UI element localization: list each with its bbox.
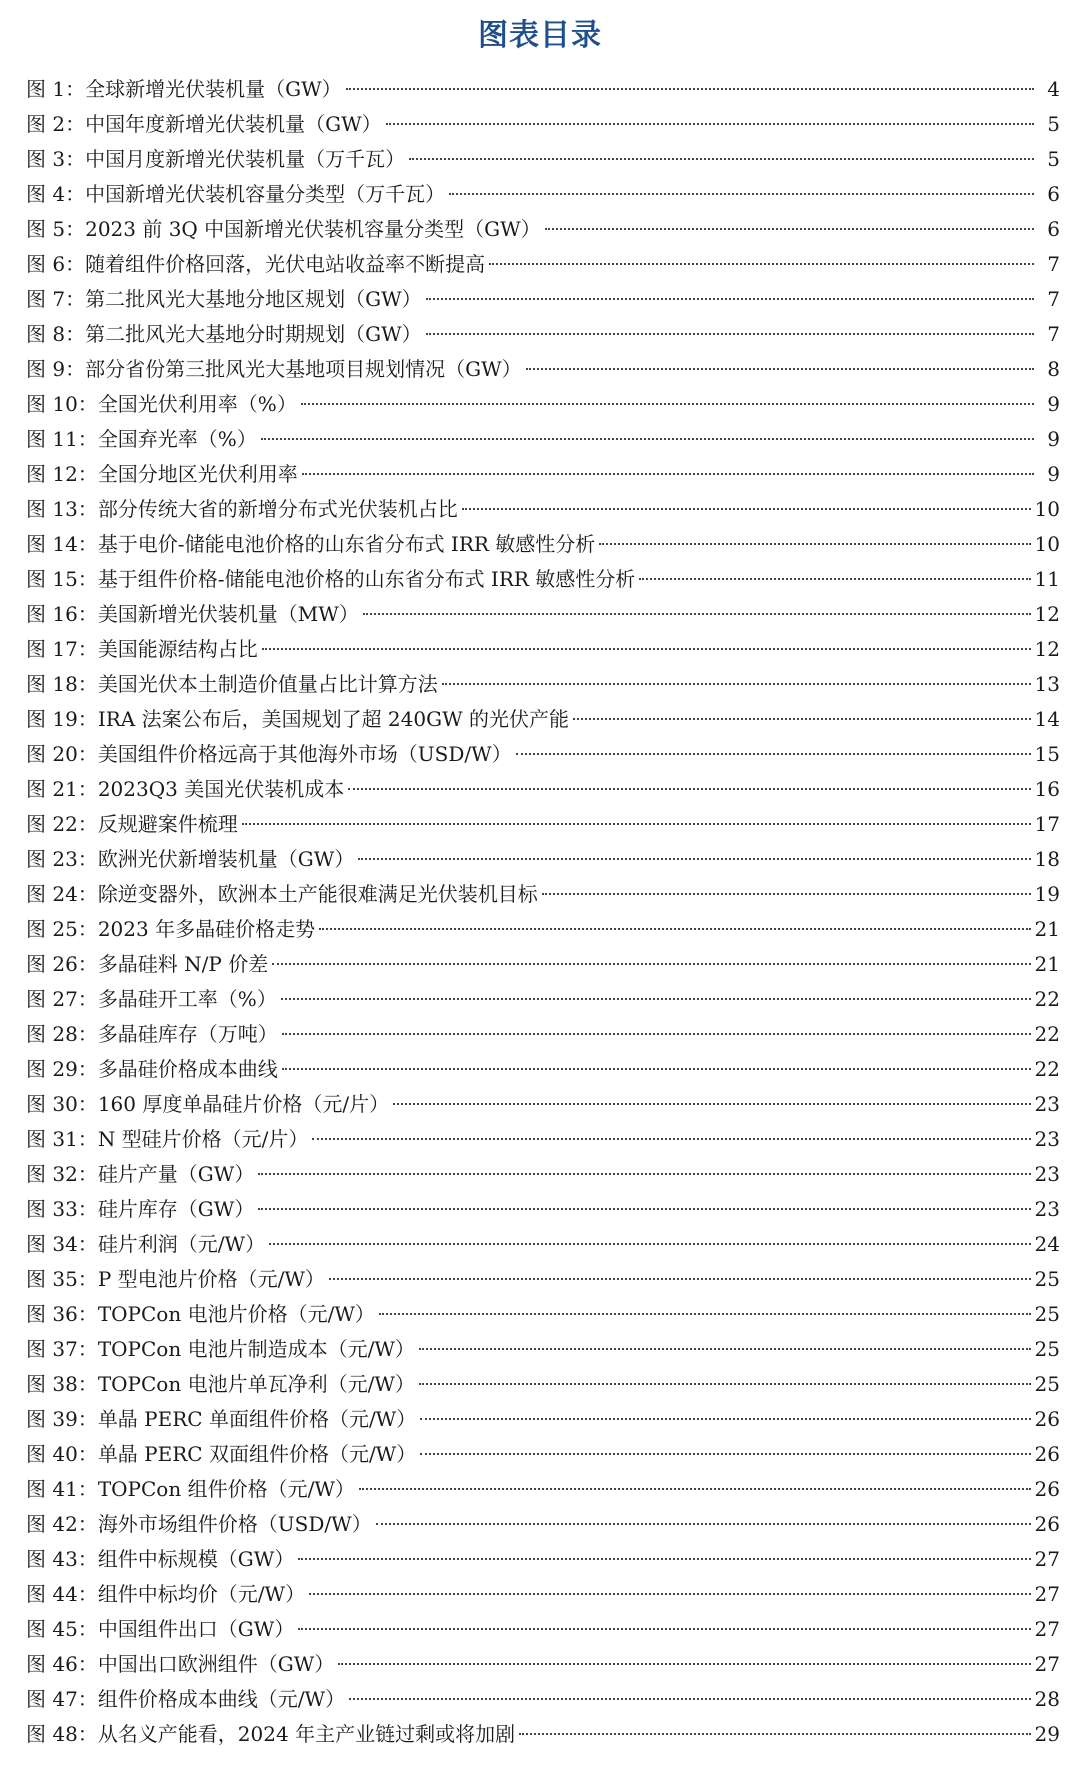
page-number: 27: [1034, 1617, 1060, 1641]
figure-caption: 基于组件价格-储能电池价格的山东省分布式 IRR 敏感性分析: [97, 567, 636, 591]
page-number: 18: [1034, 847, 1060, 871]
figure-label: 图 45：: [26, 1617, 98, 1641]
page-number: 27: [1034, 1547, 1060, 1571]
figure-caption: IRA 法案公布后，美国规划了超 240GW 的光伏产能: [97, 707, 569, 731]
toc-entry[interactable]: [26, 772, 1060, 807]
page-number: 16: [1034, 777, 1060, 801]
figure-label: 图 4：: [26, 182, 86, 206]
page-number: 15: [1034, 742, 1060, 766]
figure-caption: 海外市场组件价格（USD/W）: [97, 1512, 372, 1536]
figure-label: 图 25：: [26, 917, 98, 941]
dot-leader: [298, 1628, 1030, 1630]
dot-leader: [298, 1558, 1030, 1560]
toc-entry[interactable]: [26, 387, 1060, 422]
toc-entry[interactable]: [26, 737, 1060, 772]
figure-label: 图 48：: [26, 1722, 98, 1746]
toc-list: [26, 72, 1060, 1752]
toc-entry[interactable]: [26, 457, 1060, 492]
figure-caption: 全国光伏利用率（%）: [97, 392, 297, 416]
dot-leader: [338, 1663, 1030, 1665]
page-number: 8: [1047, 357, 1060, 381]
dot-leader: [319, 928, 1030, 930]
toc-entry[interactable]: [26, 1437, 1060, 1472]
page-number: 5: [1047, 147, 1060, 171]
figure-caption: 中国出口欧洲组件（GW）: [97, 1652, 335, 1676]
figure-label: 图 43：: [26, 1547, 98, 1571]
dot-leader: [346, 88, 1034, 90]
figure-label: 图 15：: [26, 567, 98, 591]
figure-caption: 中国新增光伏装机容量分类型（万千瓦）: [85, 182, 446, 206]
figure-label: 图 47：: [26, 1687, 98, 1711]
figure-caption: 硅片产量（GW）: [97, 1162, 255, 1186]
dot-leader: [426, 298, 1034, 300]
dot-leader: [301, 403, 1034, 405]
dot-leader: [545, 228, 1034, 230]
dot-leader: [409, 158, 1034, 160]
dot-leader: [302, 473, 1034, 475]
dot-leader: [542, 893, 1031, 895]
page-number: 24: [1034, 1232, 1060, 1256]
page-number: 25: [1034, 1337, 1060, 1361]
figure-label: 图 23：: [26, 847, 98, 871]
figure-label: 图 6：: [26, 252, 86, 276]
dot-leader: [419, 1348, 1031, 1350]
figure-label: 图 36：: [26, 1302, 98, 1326]
figure-label: 图 28：: [26, 1022, 98, 1046]
dot-leader: [282, 1068, 1031, 1070]
figure-caption: 组件价格成本曲线（元/W）: [97, 1687, 346, 1711]
figure-caption: 美国组件价格远高于其他海外市场（USD/W）: [97, 742, 512, 766]
dot-leader: [420, 1453, 1030, 1455]
dot-leader: [269, 1243, 1030, 1245]
toc-entry[interactable]: [26, 842, 1060, 877]
toc-entry[interactable]: [26, 702, 1060, 737]
figure-label: 图 29：: [26, 1057, 98, 1081]
figure-caption: 反规避案件梳理: [97, 812, 238, 836]
page-number: 9: [1047, 427, 1060, 451]
figure-caption: TOPCon 电池片制造成本（元/W）: [97, 1337, 415, 1361]
dot-leader: [262, 648, 1031, 650]
dot-leader: [420, 1418, 1030, 1420]
figure-label: 图 14：: [26, 532, 98, 556]
toc-entry[interactable]: [26, 632, 1060, 667]
figure-label: 图 18：: [26, 672, 98, 696]
figure-caption: 硅片库存（GW）: [97, 1197, 255, 1221]
dot-leader: [376, 1523, 1031, 1525]
figure-label: 图 20：: [26, 742, 98, 766]
figure-caption: 160 厚度单晶硅片价格（元/片）: [97, 1092, 390, 1116]
figure-label: 图 2：: [26, 112, 86, 136]
dot-leader: [516, 753, 1031, 755]
figure-caption: 单晶 PERC 单面组件价格（元/W）: [97, 1407, 417, 1431]
page-number: 12: [1034, 637, 1060, 661]
figure-caption: 多晶硅库存（万吨）: [97, 1022, 278, 1046]
toc-entry[interactable]: [26, 1682, 1060, 1717]
figure-caption: 中国组件出口（GW）: [97, 1617, 295, 1641]
toc-entry[interactable]: [26, 1612, 1060, 1647]
page-number: 25: [1034, 1267, 1060, 1291]
figure-caption: 2023Q3 美国光伏装机成本: [97, 777, 345, 801]
figure-label: 图 13：: [26, 497, 98, 521]
figure-caption: 部分省份第三批风光大基地项目规划情况（GW）: [85, 357, 522, 381]
page-number: 23: [1034, 1197, 1060, 1221]
page-number: 10: [1034, 497, 1060, 521]
dot-leader: [462, 508, 1031, 510]
page-number: 29: [1034, 1722, 1060, 1746]
toc-entry[interactable]: [26, 1122, 1060, 1157]
dot-leader: [312, 1138, 1030, 1140]
page-number: 22: [1034, 1022, 1060, 1046]
dot-leader: [358, 858, 1030, 860]
toc-entry[interactable]: [26, 1472, 1060, 1507]
figure-label: 图 3：: [26, 147, 86, 171]
toc-entry[interactable]: [26, 317, 1060, 352]
dot-leader: [258, 1173, 1030, 1175]
figure-caption: 全国分地区光伏利用率: [97, 462, 298, 486]
dot-leader: [261, 438, 1034, 440]
page-number: 25: [1034, 1302, 1060, 1326]
dot-leader: [426, 333, 1034, 335]
page-number: 23: [1034, 1162, 1060, 1186]
toc-entry[interactable]: [26, 212, 1060, 247]
figure-label: 图 33：: [26, 1197, 98, 1221]
dot-leader: [349, 1698, 1030, 1700]
toc-entry[interactable]: [26, 1507, 1060, 1542]
figure-label: 图 38：: [26, 1372, 98, 1396]
figure-label: 图 26：: [26, 952, 98, 976]
dot-leader: [272, 963, 1030, 965]
figure-label: 图 24：: [26, 882, 98, 906]
figure-label: 图 44：: [26, 1582, 98, 1606]
toc-entry[interactable]: [26, 807, 1060, 842]
figure-label: 图 19：: [26, 707, 98, 731]
toc-entry[interactable]: [26, 1017, 1060, 1052]
figure-label: 图 42：: [26, 1512, 98, 1536]
figure-label: 图 40：: [26, 1442, 98, 1466]
figure-label: 图 37：: [26, 1337, 98, 1361]
dot-leader: [363, 613, 1031, 615]
figure-label: 图 17：: [26, 637, 98, 661]
page-number: 23: [1034, 1092, 1060, 1116]
toc-entry[interactable]: [26, 1717, 1060, 1752]
page-number: 7: [1047, 322, 1060, 346]
figure-label: 图 31：: [26, 1127, 98, 1151]
figure-caption: 单晶 PERC 双面组件价格（元/W）: [97, 1442, 417, 1466]
page-number: 13: [1034, 672, 1060, 696]
dot-leader: [386, 123, 1034, 125]
toc-entry[interactable]: [26, 352, 1060, 387]
toc-entry[interactable]: [26, 1227, 1060, 1262]
page-number: 26: [1034, 1407, 1060, 1431]
toc-entry[interactable]: [26, 282, 1060, 317]
figure-label: 图 11：: [26, 427, 98, 451]
toc-entry[interactable]: [26, 142, 1060, 177]
figure-label: 图 10：: [26, 392, 98, 416]
toc-entry[interactable]: [26, 492, 1060, 527]
toc-entry[interactable]: [26, 107, 1060, 142]
figure-caption: 2023 年多晶硅价格走势: [97, 917, 316, 941]
figure-caption: 随着组件价格回落，光伏电站收益率不断提高: [85, 252, 486, 276]
page-number: 6: [1047, 182, 1060, 206]
dot-leader: [599, 543, 1030, 545]
dot-leader: [489, 263, 1034, 265]
page-number: 23: [1034, 1127, 1060, 1151]
dot-leader: [242, 823, 1031, 825]
page-number: 21: [1034, 952, 1060, 976]
page-number: 26: [1034, 1512, 1060, 1536]
toc-entry[interactable]: [26, 1192, 1060, 1227]
dot-leader: [393, 1103, 1030, 1105]
figure-caption: 美国光伏本土制造价值量占比计算方法: [97, 672, 438, 696]
page-number: 7: [1047, 287, 1060, 311]
figure-caption: 美国能源结构占比: [97, 637, 258, 661]
figure-caption: TOPCon 组件价格（元/W）: [97, 1477, 355, 1501]
toc-entry[interactable]: [26, 1332, 1060, 1367]
dot-leader: [309, 1593, 1030, 1595]
page-number: 28: [1034, 1687, 1060, 1711]
figure-label: 图 21：: [26, 777, 98, 801]
page-number: 21: [1034, 917, 1060, 941]
figure-caption: N 型硅片价格（元/片）: [97, 1127, 309, 1151]
figure-label: 图 5：: [26, 217, 86, 241]
toc-entry[interactable]: [26, 667, 1060, 702]
toc-entry[interactable]: [26, 72, 1060, 107]
toc-entry[interactable]: [26, 247, 1060, 282]
toc-entry[interactable]: [26, 877, 1060, 912]
dot-leader: [258, 1208, 1030, 1210]
figure-caption: 欧洲光伏新增装机量（GW）: [97, 847, 355, 871]
page-number: 22: [1034, 987, 1060, 1011]
toc-entry[interactable]: [26, 1402, 1060, 1437]
dot-leader: [573, 718, 1031, 720]
page-number: 14: [1034, 707, 1060, 731]
dot-leader: [526, 368, 1034, 370]
page-number: 26: [1034, 1477, 1060, 1501]
page-number: 17: [1034, 812, 1060, 836]
figure-label: 图 32：: [26, 1162, 98, 1186]
figure-caption: 第二批风光大基地分时期规划（GW）: [85, 322, 422, 346]
figure-caption: 多晶硅料 N/P 价差: [97, 952, 269, 976]
dot-leader: [379, 1313, 1031, 1315]
dot-leader: [359, 1488, 1031, 1490]
page-number: 12: [1034, 602, 1060, 626]
figure-caption: 中国月度新增光伏装机量（万千瓦）: [85, 147, 406, 171]
toc-entry[interactable]: [26, 1577, 1060, 1612]
toc-entry[interactable]: [26, 1647, 1060, 1682]
figure-label: 图 7：: [26, 287, 86, 311]
figure-caption: 全国弃光率（%）: [97, 427, 257, 451]
dot-leader: [442, 683, 1031, 685]
toc-entry[interactable]: [26, 1157, 1060, 1192]
page-number: 7: [1047, 252, 1060, 276]
toc-entry[interactable]: [26, 1367, 1060, 1402]
dot-leader: [419, 1383, 1031, 1385]
figure-caption: 组件中标均价（元/W）: [97, 1582, 306, 1606]
dot-leader: [281, 998, 1031, 1000]
figure-label: 图 35：: [26, 1267, 98, 1291]
figure-caption: 除逆变器外，欧洲本土产能很难满足光伏装机目标: [97, 882, 538, 906]
page-number: 9: [1047, 462, 1060, 486]
figure-label: 图 27：: [26, 987, 98, 1011]
page-number: 19: [1034, 882, 1060, 906]
page-number: 9: [1047, 392, 1060, 416]
page-number: 6: [1047, 217, 1060, 241]
toc-entry[interactable]: [26, 422, 1060, 457]
page-number: 5: [1047, 112, 1060, 136]
toc-entry[interactable]: [26, 947, 1060, 982]
figure-label: 图 8：: [26, 322, 86, 346]
figure-caption: 硅片利润（元/W）: [97, 1232, 266, 1256]
figure-caption: 中国年度新增光伏装机量（GW）: [85, 112, 382, 136]
dot-leader: [348, 788, 1030, 790]
toc-entry[interactable]: [26, 912, 1060, 947]
dot-leader: [282, 1033, 1031, 1035]
toc-entry[interactable]: [26, 1087, 1060, 1122]
figure-caption: 多晶硅开工率（%）: [97, 987, 277, 1011]
figure-caption: 基于电价-储能电池价格的山东省分布式 IRR 敏感性分析: [97, 532, 596, 556]
page-number: 4: [1047, 77, 1060, 101]
page-number: 10: [1034, 532, 1060, 556]
dot-leader: [519, 1733, 1030, 1735]
figure-caption: TOPCon 电池片价格（元/W）: [97, 1302, 375, 1326]
toc-entry[interactable]: [26, 177, 1060, 212]
figure-label: 图 30：: [26, 1092, 98, 1116]
dot-leader: [449, 193, 1034, 195]
figure-label: 图 39：: [26, 1407, 98, 1431]
toc-entry[interactable]: [26, 982, 1060, 1017]
figure-caption: 多晶硅价格成本曲线: [97, 1057, 278, 1081]
figure-caption: 部分传统大省的新增分布式光伏装机占比: [97, 497, 458, 521]
figure-caption: 第二批风光大基地分地区规划（GW）: [85, 287, 422, 311]
figure-caption: TOPCon 电池片单瓦净利（元/W）: [97, 1372, 415, 1396]
dot-leader: [639, 578, 1030, 580]
figure-label: 图 34：: [26, 1232, 98, 1256]
toc-entry[interactable]: [26, 1542, 1060, 1577]
figure-label: 图 41：: [26, 1477, 98, 1501]
figure-label: 图 16：: [26, 602, 98, 626]
figure-caption: P 型电池片价格（元/W）: [97, 1267, 325, 1291]
figure-label: 图 22：: [26, 812, 98, 836]
page-number: 25: [1034, 1372, 1060, 1396]
figure-label: 图 1：: [26, 77, 86, 101]
figure-caption: 2023 前 3Q 中国新增光伏装机容量分类型（GW）: [85, 217, 541, 241]
figure-label: 图 12：: [26, 462, 98, 486]
page-number: 27: [1034, 1582, 1060, 1606]
figure-label: 图 9：: [26, 357, 86, 381]
toc-entry[interactable]: [26, 1297, 1060, 1332]
figure-caption: 组件中标规模（GW）: [97, 1547, 295, 1571]
dot-leader: [329, 1278, 1031, 1280]
figure-label: 图 46：: [26, 1652, 98, 1676]
toc-entry[interactable]: [26, 597, 1060, 632]
figure-caption: 美国新增光伏装机量（MW）: [97, 602, 359, 626]
toc-entry[interactable]: [26, 1052, 1060, 1087]
page-number: 26: [1034, 1442, 1060, 1466]
page-number: 27: [1034, 1652, 1060, 1676]
page-number: 11: [1034, 567, 1060, 591]
figure-caption: 从名义产能看，2024 年主产业链过剩或将加剧: [97, 1722, 516, 1746]
figure-caption: 全球新增光伏装机量（GW）: [85, 77, 342, 101]
toc-entry[interactable]: [26, 1262, 1060, 1297]
toc-entry[interactable]: [26, 562, 1060, 597]
page-title: 图表目录: [478, 18, 602, 53]
page-number: 22: [1034, 1057, 1060, 1081]
toc-entry[interactable]: [26, 527, 1060, 562]
